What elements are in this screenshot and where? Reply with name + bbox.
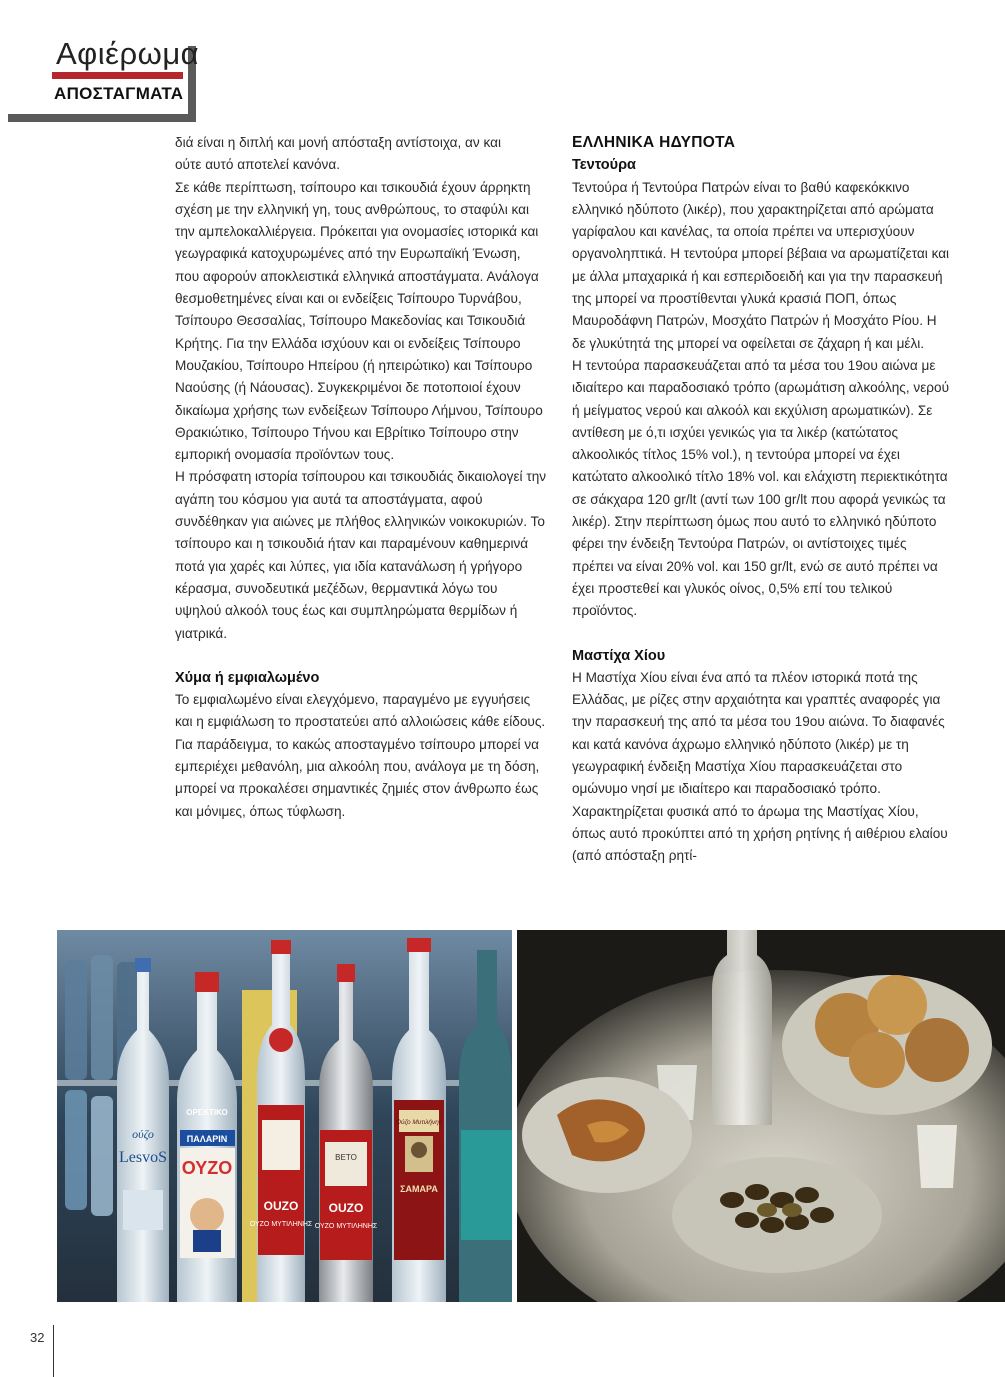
intro-line-1: διά είναι η διπλή και μονή απόσταξη αντίστοιχα, αν και <box>175 135 501 150</box>
paragraph: Η τεντούρα παρασκευάζεται από τα μέσα του 19ου αιώνα με ιδιαίτερο και παραδοσιακό τρόπο (αρωμάτιση αλκοόλης, νερού ή μείγματος νερού και αλκοόλ και εκχύλιση αρωματικών). Σε αντίθεση με ό,τι ισχύει γενικώς για τα λικέρ (κατώτατος αλκοολικός τίτλος 15% vol.), η τεντούρα μπορεί να έχει κατώτατο αλκοολικό τίτλο 18% vol. και ελάχιστη περιεκτικότητα σε σάκχαρα 120 gr/lt (αντί των 100 gr/lt που αφορά γενικώς τα λικέρ). Στην περίπτωση όμως που αυτό το ελληνικό ηδύποτο φέρει την ένδειξη Τεντούρα Πατρών, οι αντίστοιχες τιμές πρέπει να είναι 20% vol. και 150 gr/lt, ενώ σε αυτό πρέπει να έχει προστεθεί και γλυκός οίνος, 0,5% επί του τελικού προϊόντος. <box>572 357 950 619</box>
header-rule <box>52 72 183 79</box>
section-subtitle: ΑΠΟΣΤΑΓΜΑΤΑ <box>54 84 184 103</box>
subheading: Τεντούρα <box>572 157 636 174</box>
svg-text:OUZO: OUZO <box>263 1199 299 1213</box>
bottles-photo <box>57 930 512 1302</box>
bottle-label: ΣΑΜΑΡΑ <box>400 1184 438 1194</box>
intro-line-2: ούτε αυτό αποτελεί κανόνα. <box>175 157 340 173</box>
paragraph: Η Μαστίχα Χίου είναι ένα από τα πλέον ιστορικά ποτά της Ελλάδας, με ρίζες στην αρχαιότητα και γραπτές αναφορές για την παρασκευή της από τα μέσα του 19ου αιώνα. Το διαφανές και κατά κανόνα άχρωμο ελληνικό ηδύποτο (λικέρ) με τη γεωγραφική ένδειξη Μαστίχα Χίου παρασκευάζεται στο ομώνυμο νησί με ιδιαίτερο και παραδοσιακό τρόπο. Χαρακτηρίζεται φυσικά από το άρωμα της Μαστίχας Χίου, όπως αυτό προκύπτει από τη χρήση ρητίνης ή αιθέριου ελαίου (από απόσταξη ρητί- <box>572 669 948 864</box>
bottle-label: LesvoS <box>119 1149 167 1166</box>
bottle-label: Ούζο Μυτιλήνης <box>395 1119 443 1126</box>
paragraph: Σε κάθε περίπτωση, τσίπουρο και τσικουδιά έχουν άρρηκτη σχέση με την ελληνική γη, τους ανθρώπους, το σταφύλι και την αμπελοκαλλιέργεια. Πρόκειται για ονομασίες ιστορικά και γεωγραφικά κατοχυρωμένες από την Ευρωπαϊκή Ένωση, που αφορούν αποκλειστικά ελληνικά αποστάγματα. Ανάλογα θεσμοθετημένες είναι και οι ενδείξεις Τσίπουρο Τυρνάβου, Τσίπουρο Θεσσαλίας, Τσίπουρο Μακεδονίας και Τσικουδιά Κρήτης. Για την Ελλάδα ισχύουν και οι ενδείξεις Τσίπουρο Μουζακίου, Τσίπουρο Ηπείρου (ή ηπειρώτικο) και Τσίπουρο Ναούσης (ή Νάουσας). Συγκεκριμένοι δε ποτοποιοί έχουν δικαίωμα χρήσης των ενδείξεων Τσίπουρο Λήμνου, Τσίπουρο Θρακιώτικο, Τσίπουρο Τήνου και Εβρίτικο Τσίπουρο στην εμπορική ονομασία προϊόντων τους. <box>175 179 543 463</box>
left-column <box>175 132 547 823</box>
meze-illustration <box>517 930 1005 1302</box>
subheading: Μαστίχα Χίου <box>572 647 666 664</box>
bottle-label: ΟΡΕΚΤΙΚΟ <box>186 1108 228 1117</box>
column-title: ΕΛΛΗΝΙΚΑ ΗΔΥΠΟΤΑ <box>572 134 736 151</box>
right-column <box>572 132 950 868</box>
meze-photo <box>517 930 1005 1302</box>
bottle-label: ΟΥΖΟ <box>181 1158 233 1178</box>
svg-text:OUZO: OUZO <box>328 1201 364 1215</box>
page-number: 32 <box>30 1330 45 1345</box>
subheading: Χύμα ή εμφιαλωμένο <box>175 669 320 686</box>
paragraph: Το εμφιαλωμένο είναι ελεγχόμενο, παραγμένο με εγγυήσεις και η εμφιάλωση το προστατεύει από αλλοιώσεις κάθε είδους. Για παράδειγμα, το κακώς αποσταγμένο τσίπουρο μπορεί να εμπεριέχει μεθανόλη, μια αλκοόλη που, ανάλογα με τη δόση, μπορεί να προκαλέσει σημαντικές ζημιές στον άνθρωπο έως και μόνιμες, όπως τύφλωση. <box>175 692 546 819</box>
bottle-label: ΒΕΤΟ <box>335 1153 357 1162</box>
paragraph: Η πρόσφατη ιστορία τσίπουρου και τσικουδιάς δικαιολογεί την αγάπη του κόσμου για αυτά τα αποστάγματα, αφού συνδέθηκαν για αιώνες με πλήθος ελληνικών νοικοκυριών. Το τσίπουρο και η τσικουδιά ήταν και παραμένουν καθημερινά ποτά για χαρές και λύπες, για ιδία κατανάλωση ή γρήγορο κέρασμα, συνοδευτικά μεζέδων, θερμαντικά λόγω του υψηλού αλκοόλ τους έως και συμπληρώματα θερμίδων ή γιατρικά. <box>175 469 547 641</box>
section-title: Αφιέρωμα <box>56 36 200 71</box>
paragraph: Τεντούρα ή Τεντούρα Πατρών είναι το βαθύ καφεκόκκινο ελληνικό ηδύποτο (λικέρ), που χαρακτηρίζεται από αρώματα γαρίφαλου και κανέλας, τα οποία πρέπει να υπερισχύουν οργανοληπτικά. Η τεντούρα μπορεί βέβαια να αρωματίζεται και με άλλα μπαχαρικά ή και εσπεριδοειδή και για την παρασκευή της μπορεί να προστίθενται γλυκά κρασιά ΠΟΠ, όπως Μαυροδάφνη Πατρών, Μοσχάτο Πατρών ή Μοσχάτο Ρίου. Η δε γλυκύτητά της μπορεί να οφείλεται σε ζάχαρη ή και μέλι. <box>572 179 950 351</box>
page-rule <box>53 1325 54 1377</box>
bottle-label: ούζο <box>132 1127 154 1141</box>
bottles-illustration <box>57 930 512 1302</box>
bottle-label: ΠΑΛΑΡΙΝ <box>186 1134 228 1144</box>
bottle-label: ΟΥΖΟ ΜΥΤΙΛΗΝΗΣ <box>249 1221 313 1228</box>
bottle-label: ΟΥΖΟ ΜΥΤΙΛΗΝΗΣ <box>314 1223 378 1230</box>
